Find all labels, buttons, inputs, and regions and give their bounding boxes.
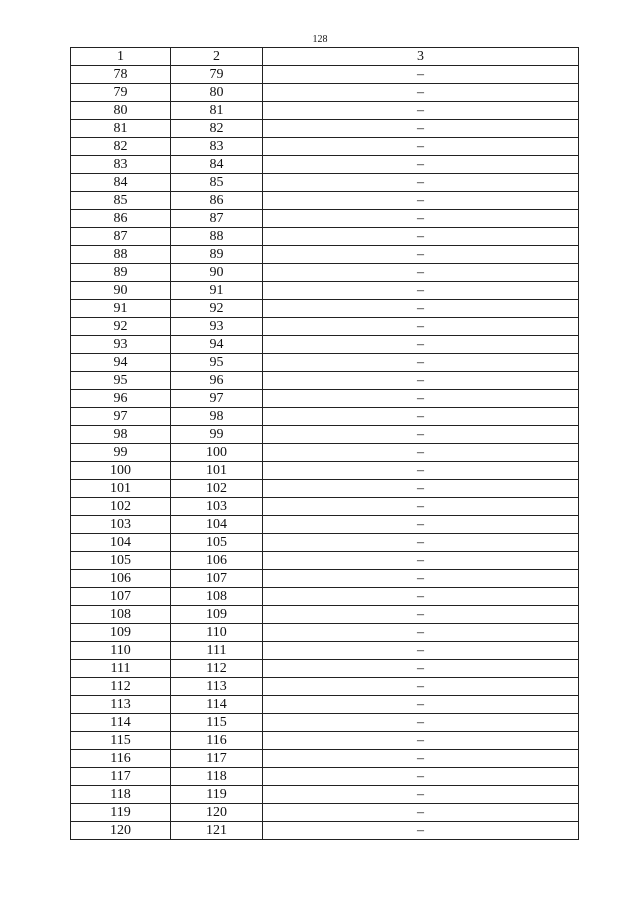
table-cell-col-1: 97 bbox=[71, 408, 171, 426]
table-cell-col-3: – bbox=[263, 642, 579, 660]
table-cell-col-1: 116 bbox=[71, 750, 171, 768]
table-cell-col-1: 83 bbox=[71, 156, 171, 174]
table-cell-col-1: 85 bbox=[71, 192, 171, 210]
table-cell-col-1: 114 bbox=[71, 714, 171, 732]
table-row bbox=[71, 696, 579, 714]
table-row bbox=[71, 750, 579, 768]
table-row bbox=[71, 822, 579, 840]
table-row bbox=[71, 606, 579, 624]
table-cell-col-3: – bbox=[263, 534, 579, 552]
table-row bbox=[71, 210, 579, 228]
table-row bbox=[71, 336, 579, 354]
table-cell-col-1: 86 bbox=[71, 210, 171, 228]
table-row bbox=[71, 390, 579, 408]
table-cell-col-1: 103 bbox=[71, 516, 171, 534]
table-cell-col-1: 111 bbox=[71, 660, 171, 678]
table-cell-col-3: – bbox=[263, 390, 579, 408]
table-cell-col-1: 98 bbox=[71, 426, 171, 444]
table-row bbox=[71, 444, 579, 462]
table-cell-col-2: 92 bbox=[171, 300, 263, 318]
table-cell-col-2: 85 bbox=[171, 174, 263, 192]
table-row bbox=[71, 282, 579, 300]
table-row bbox=[71, 264, 579, 282]
table-row bbox=[71, 66, 579, 84]
table-row bbox=[71, 534, 579, 552]
table-row bbox=[71, 300, 579, 318]
table-row bbox=[71, 192, 579, 210]
table-cell-col-2: 94 bbox=[171, 336, 263, 354]
table-row bbox=[71, 228, 579, 246]
table-row bbox=[71, 408, 579, 426]
table-cell-col-2: 108 bbox=[171, 588, 263, 606]
table-cell-col-3: – bbox=[263, 174, 579, 192]
table-cell-col-3: – bbox=[263, 624, 579, 642]
table-cell-col-2: 99 bbox=[171, 426, 263, 444]
table-cell-col-2: 112 bbox=[171, 660, 263, 678]
table-row bbox=[71, 480, 579, 498]
data-table bbox=[70, 47, 579, 840]
table-cell-col-2: 96 bbox=[171, 372, 263, 390]
table-cell-col-3: – bbox=[263, 678, 579, 696]
table-cell-col-1: 100 bbox=[71, 462, 171, 480]
table-cell-col-2: 104 bbox=[171, 516, 263, 534]
table-cell-col-2: 97 bbox=[171, 390, 263, 408]
table-cell-col-1: 87 bbox=[71, 228, 171, 246]
table-cell-col-2: 101 bbox=[171, 462, 263, 480]
table-cell-col-1: 93 bbox=[71, 336, 171, 354]
table-cell-col-3: – bbox=[263, 84, 579, 102]
table-row bbox=[71, 498, 579, 516]
table-cell-col-2: 98 bbox=[171, 408, 263, 426]
table-cell-col-2: 83 bbox=[171, 138, 263, 156]
table-row bbox=[71, 714, 579, 732]
table-cell-col-3: – bbox=[263, 192, 579, 210]
table-cell-col-2: 109 bbox=[171, 606, 263, 624]
table-cell-col-1: 82 bbox=[71, 138, 171, 156]
table-row bbox=[71, 138, 579, 156]
table-cell-col-2: 118 bbox=[171, 768, 263, 786]
table-cell-col-1: 91 bbox=[71, 300, 171, 318]
table-cell-col-2: 90 bbox=[171, 264, 263, 282]
table-cell-col-2: 115 bbox=[171, 714, 263, 732]
table-cell-col-1: 119 bbox=[71, 804, 171, 822]
table-cell-col-1: 90 bbox=[71, 282, 171, 300]
table-cell-col-2: 86 bbox=[171, 192, 263, 210]
table-cell-col-2: 105 bbox=[171, 534, 263, 552]
table-cell-col-2: 111 bbox=[171, 642, 263, 660]
table-cell-col-1: 88 bbox=[71, 246, 171, 264]
table-cell-col-1: 107 bbox=[71, 588, 171, 606]
table-cell-col-3: – bbox=[263, 264, 579, 282]
table-cell-col-2: 120 bbox=[171, 804, 263, 822]
table-cell-col-3: – bbox=[263, 498, 579, 516]
table-row bbox=[71, 516, 579, 534]
table-row bbox=[71, 246, 579, 264]
table-cell-col-1: 92 bbox=[71, 318, 171, 336]
table-cell-col-2: 106 bbox=[171, 552, 263, 570]
table-cell-col-1: 84 bbox=[71, 174, 171, 192]
table-cell-col-3: – bbox=[263, 588, 579, 606]
table-cell-col-3: – bbox=[263, 786, 579, 804]
table-cell-col-2: 81 bbox=[171, 102, 263, 120]
table-row bbox=[71, 570, 579, 588]
table-cell-col-1: 79 bbox=[71, 84, 171, 102]
table-row bbox=[71, 678, 579, 696]
table-header-row bbox=[71, 48, 579, 66]
table-cell-col-3: – bbox=[263, 120, 579, 138]
table-cell-col-1: 118 bbox=[71, 786, 171, 804]
table-row bbox=[71, 552, 579, 570]
table-cell-col-2: 103 bbox=[171, 498, 263, 516]
table-cell-col-2: 117 bbox=[171, 750, 263, 768]
table-cell-col-3: – bbox=[263, 732, 579, 750]
table-cell-col-1: 81 bbox=[71, 120, 171, 138]
table-row bbox=[71, 786, 579, 804]
table-cell-col-3: – bbox=[263, 138, 579, 156]
table-cell-col-3: – bbox=[263, 372, 579, 390]
table-header bbox=[71, 48, 579, 66]
table-body bbox=[71, 66, 579, 840]
column-header-2: 2 bbox=[171, 48, 263, 66]
table-cell-col-3: – bbox=[263, 462, 579, 480]
table-cell-col-3: – bbox=[263, 750, 579, 768]
table-cell-col-2: 93 bbox=[171, 318, 263, 336]
table-cell-col-3: – bbox=[263, 516, 579, 534]
table-row bbox=[71, 642, 579, 660]
table-cell-col-1: 109 bbox=[71, 624, 171, 642]
table-cell-col-1: 94 bbox=[71, 354, 171, 372]
table-cell-col-1: 78 bbox=[71, 66, 171, 84]
table-cell-col-3: – bbox=[263, 66, 579, 84]
table-cell-col-1: 120 bbox=[71, 822, 171, 840]
table-row bbox=[71, 120, 579, 138]
table-cell-col-3: – bbox=[263, 660, 579, 678]
table-cell-col-3: – bbox=[263, 156, 579, 174]
table-cell-col-1: 89 bbox=[71, 264, 171, 282]
table-cell-col-1: 117 bbox=[71, 768, 171, 786]
table-cell-col-3: – bbox=[263, 804, 579, 822]
table-cell-col-2: 114 bbox=[171, 696, 263, 714]
table-cell-col-3: – bbox=[263, 300, 579, 318]
table-cell-col-2: 95 bbox=[171, 354, 263, 372]
table-cell-col-2: 119 bbox=[171, 786, 263, 804]
table-row bbox=[71, 354, 579, 372]
table-cell-col-2: 87 bbox=[171, 210, 263, 228]
table-cell-col-2: 91 bbox=[171, 282, 263, 300]
table-cell-col-3: – bbox=[263, 228, 579, 246]
table-cell-col-1: 105 bbox=[71, 552, 171, 570]
table-row bbox=[71, 174, 579, 192]
table-row bbox=[71, 318, 579, 336]
table-cell-col-1: 106 bbox=[71, 570, 171, 588]
table-cell-col-1: 80 bbox=[71, 102, 171, 120]
table-cell-col-3: – bbox=[263, 480, 579, 498]
table-cell-col-2: 79 bbox=[171, 66, 263, 84]
table-row bbox=[71, 84, 579, 102]
table-cell-col-3: – bbox=[263, 570, 579, 588]
table-cell-col-2: 88 bbox=[171, 228, 263, 246]
table-cell-col-1: 96 bbox=[71, 390, 171, 408]
table-row bbox=[71, 804, 579, 822]
page-number: 128 bbox=[312, 34, 328, 45]
table-row bbox=[71, 102, 579, 120]
table-cell-col-3: – bbox=[263, 444, 579, 462]
table-cell-col-3: – bbox=[263, 768, 579, 786]
table-cell-col-3: – bbox=[263, 210, 579, 228]
table-cell-col-1: 95 bbox=[71, 372, 171, 390]
table-cell-col-1: 99 bbox=[71, 444, 171, 462]
table-cell-col-2: 116 bbox=[171, 732, 263, 750]
table-cell-col-2: 113 bbox=[171, 678, 263, 696]
table-cell-col-1: 104 bbox=[71, 534, 171, 552]
table-cell-col-3: – bbox=[263, 426, 579, 444]
table-cell-col-2: 110 bbox=[171, 624, 263, 642]
table-row bbox=[71, 426, 579, 444]
table-cell-col-3: – bbox=[263, 246, 579, 264]
table-cell-col-2: 89 bbox=[171, 246, 263, 264]
table-cell-col-3: – bbox=[263, 714, 579, 732]
table-cell-col-3: – bbox=[263, 354, 579, 372]
table-cell-col-3: – bbox=[263, 282, 579, 300]
table-row bbox=[71, 732, 579, 750]
table-row bbox=[71, 624, 579, 642]
table-cell-col-2: 100 bbox=[171, 444, 263, 462]
table-cell-col-1: 108 bbox=[71, 606, 171, 624]
table-cell-col-1: 110 bbox=[71, 642, 171, 660]
table-row bbox=[71, 660, 579, 678]
column-header-1: 1 bbox=[71, 48, 171, 66]
table-cell-col-3: – bbox=[263, 552, 579, 570]
table-row bbox=[71, 768, 579, 786]
table-cell-col-1: 113 bbox=[71, 696, 171, 714]
table-cell-col-1: 112 bbox=[71, 678, 171, 696]
table-cell-col-1: 102 bbox=[71, 498, 171, 516]
table-cell-col-3: – bbox=[263, 822, 579, 840]
table-row bbox=[71, 156, 579, 174]
table-cell-col-3: – bbox=[263, 318, 579, 336]
table-cell-col-3: – bbox=[263, 606, 579, 624]
table-cell-col-2: 107 bbox=[171, 570, 263, 588]
table-cell-col-1: 115 bbox=[71, 732, 171, 750]
table-cell-col-2: 84 bbox=[171, 156, 263, 174]
table-cell-col-3: – bbox=[263, 336, 579, 354]
table-cell-col-1: 101 bbox=[71, 480, 171, 498]
table-row bbox=[71, 372, 579, 390]
table-cell-col-3: – bbox=[263, 102, 579, 120]
table-row bbox=[71, 462, 579, 480]
table-cell-col-2: 82 bbox=[171, 120, 263, 138]
table-cell-col-3: – bbox=[263, 696, 579, 714]
table-cell-col-3: – bbox=[263, 408, 579, 426]
table-cell-col-2: 121 bbox=[171, 822, 263, 840]
table-row bbox=[71, 588, 579, 606]
table-cell-col-2: 102 bbox=[171, 480, 263, 498]
column-header-3: 3 bbox=[263, 48, 579, 66]
table-cell-col-2: 80 bbox=[171, 84, 263, 102]
